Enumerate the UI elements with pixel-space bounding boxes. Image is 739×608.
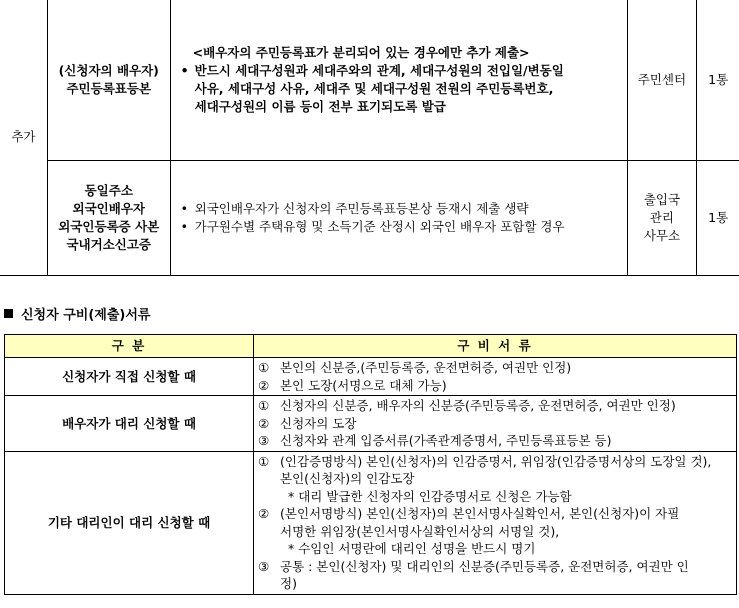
item-text-continued: 본인(신청자)의 인감도장 xyxy=(280,471,415,486)
submission-table xyxy=(0,0,739,276)
document-name-line: 외국인등록증 사본 xyxy=(58,218,160,234)
bullet-text: 가구원수별 주택유형 및 소득기준 산정시 외국인 배우자 포함할 경우 xyxy=(194,218,565,234)
issuing-office: 출입국 xyxy=(643,191,681,207)
bullet-item xyxy=(181,62,627,116)
document-name-cell xyxy=(47,160,170,275)
item-number: ③ xyxy=(258,558,270,574)
table-row xyxy=(5,396,737,452)
issuing-office-cell xyxy=(627,160,697,275)
item-note: * 수임인 서명란에 대리인 성명을 반드시 명기 xyxy=(288,541,536,556)
issuing-office: 주민센터 xyxy=(637,71,687,87)
bullet-item xyxy=(181,218,627,236)
row-items xyxy=(254,451,737,594)
item-text: 신청자의 신분증, 배우자의 신분증(주민등록증, 운전면허증, 여권만 인정) xyxy=(280,398,676,413)
item-text-continued: 정) xyxy=(280,576,297,591)
document-name-line: 동일주소 xyxy=(84,182,133,198)
category-label: 추가 xyxy=(11,129,36,145)
item-text: 신청자와 관계 입증서류(가족관계증명서, 주민등록표등본 등) xyxy=(280,433,612,448)
item-number: ① xyxy=(258,453,270,469)
section-heading xyxy=(4,304,150,323)
description-cell xyxy=(170,160,627,275)
quantity-cell xyxy=(697,160,739,275)
list-item xyxy=(258,377,736,395)
row-label: 신청자가 직접 신청할 때 xyxy=(5,358,254,396)
table-header-row xyxy=(5,335,737,358)
item-number: ② xyxy=(258,377,270,393)
list-item xyxy=(258,453,736,471)
required-documents-table xyxy=(4,334,737,595)
list-item xyxy=(258,397,736,415)
list-item xyxy=(258,359,736,377)
issuing-office-cell xyxy=(627,0,697,160)
row-items xyxy=(254,396,737,452)
quantity: 1통 xyxy=(708,71,729,87)
item-number: ① xyxy=(258,360,270,375)
column-header: 구 비 서 류 xyxy=(254,335,737,358)
row-label: 기타 대리인이 대리 신청할 때 xyxy=(5,451,254,594)
bullet-mark: • xyxy=(180,200,189,216)
quantity: 1통 xyxy=(708,209,729,225)
issuing-office: 관리 xyxy=(649,209,675,225)
item-number: ② xyxy=(258,415,270,431)
category-cell xyxy=(0,0,47,275)
row-items xyxy=(254,358,737,396)
item-text: 신청자의 도장 xyxy=(280,415,357,431)
list-item xyxy=(258,505,736,523)
bullet-mark: • xyxy=(180,62,189,78)
list-item xyxy=(258,558,736,576)
table-row xyxy=(5,358,737,396)
item-text: 공통 : 본인(신청자) 및 대리인의 신분증(주민등록증, 운전면허증, 여권만 인 xyxy=(280,558,689,574)
bullet-mark: • xyxy=(180,218,189,234)
bullet-text: 세대구성원의 이름 등이 전부 표기되도록 발급 xyxy=(194,98,446,114)
document-name-line: 국내거소신고증 xyxy=(66,236,152,252)
item-number: ① xyxy=(258,398,270,413)
section-heading-text: 신청자 구비(제출)서류 xyxy=(21,308,151,323)
table-row xyxy=(5,451,737,594)
description-cell xyxy=(170,0,627,160)
document-name-cell xyxy=(47,0,170,160)
bullet-text: 외국인배우자가 신청자의 주민등록표등본상 등재시 제출 생략 xyxy=(194,200,529,216)
document-name-line: (신청자의 배우자) xyxy=(58,62,159,78)
description-title: <배우자의 주민등록표가 분리되어 있는 경우에만 추가 제출> xyxy=(192,44,530,60)
item-note: * 대리 발급한 신청자의 인감증명서로 신청은 가능함 xyxy=(288,488,572,504)
bullet-text: 사유, 세대구성 사유, 세대주 및 세대구성원 전원의 주민등록번호, xyxy=(194,80,554,96)
item-number: ③ xyxy=(258,433,270,448)
row-label: 배우자가 대리 신청할 때 xyxy=(5,396,254,452)
bullet-item xyxy=(181,200,627,218)
item-text: 본인의 신분증,(주민등록증, 운전면허증, 여권만 인정) xyxy=(280,360,572,375)
column-header: 구 분 xyxy=(5,335,254,358)
item-text: 본인 도장(서명으로 대체 가능) xyxy=(280,377,447,393)
square-bullet-icon xyxy=(4,309,13,318)
item-number: ② xyxy=(258,506,270,521)
quantity-cell xyxy=(697,0,739,160)
item-text: (인감증명방식) 본인(신청자)의 인감증명서, 위임장(인감증명서상의 도장일 것), xyxy=(280,453,712,469)
document-name-line: 주민등록표등본 xyxy=(66,80,152,96)
bullet-text: 반드시 세대구성원과 세대주와의 관계, 세대구성원의 전입일/변동일 xyxy=(194,62,564,78)
issuing-office: 사무소 xyxy=(643,227,681,243)
list-item xyxy=(258,432,736,450)
document-name-line: 외국인배우자 xyxy=(72,200,145,216)
list-item xyxy=(258,415,736,433)
item-text-continued: 서명한 위임장(본인서명사실확인서상의 서명일 것), xyxy=(280,523,560,539)
item-text: (본인서명방식) 본인(신청자)의 본인서명사실확인서, 본인(신청자)이 자필 xyxy=(280,506,680,521)
